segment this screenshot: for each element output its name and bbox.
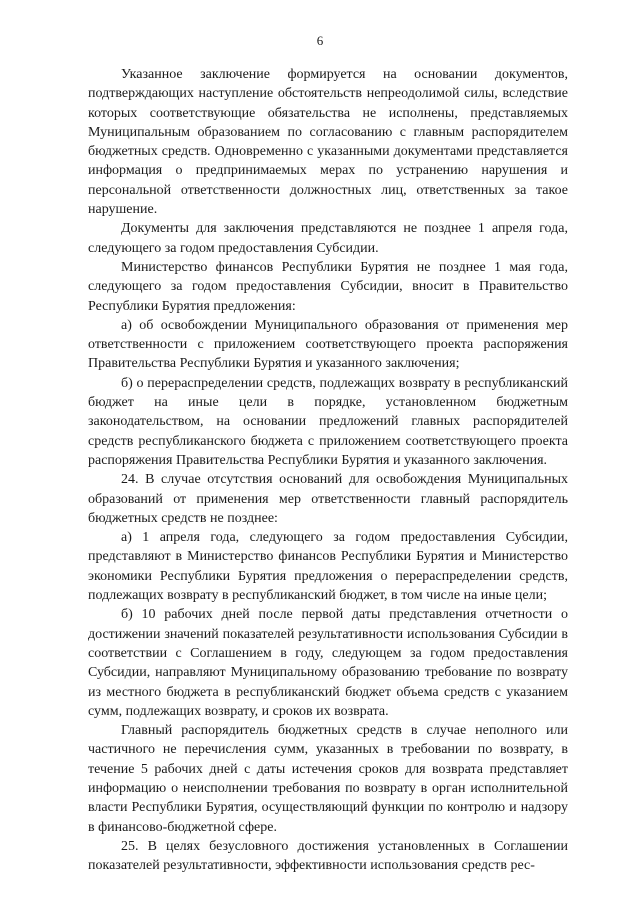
paragraph-conclusion-basis: Указанное заключение формируется на основании документов, подтверждающих наступление обстоятельств непреодолимой силы, вследствие которых соответствующие обязательства не исполнены, представляемых Муниципальным образованием по согласованию с главным распорядителем бюджетных средств. Одновременно с указанными документами представляется информация о предпринимаемых мерах по устранению нарушения и персональной ответственности должностных лиц, ответственных за такое нарушение. — [88, 67, 568, 218]
paragraph-documents-deadline: Документы для заключения представляются не позднее 1 апреля года, следующего за годом предоставления Субсидии. — [88, 221, 568, 256]
page-number: 6 — [316, 33, 324, 48]
paragraph-item-b-redistribution: б) о перераспределении средств, подлежащих возврату в республиканский бюджет на иные цели в порядке, установленном бюджетным законодательством, на основании предложений главных распорядителей средств республиканского бюджета с приложением соответствующего проекта распоряжения Правительства Республики Бурятия и указанного заключения. — [88, 375, 568, 468]
paragraph-clause-24-item-b: б) 10 рабочих дней после первой даты представления отчетности о достижении значений показателей результативности использования Субсидии в соответствии с Соглашением в году, следующем за годом предоставления Субсидии, направляют Муниципальному образованию требование по возврату из местного бюджета в республиканский бюджет объема средств с указанием сумм, подлежащих возврату, и сроков их возврата. — [88, 607, 568, 719]
paragraph-ministry-proposals: Министерство финансов Республики Бурятия не позднее 1 мая года, следующего за годом предоставления Субсидии, вносит в Правительство Республики Бурятия предложения: — [88, 259, 568, 314]
paragraph-item-a-exemption: а) об освобождении Муниципального образования от применения мер ответственности с приложением соответствующего проекта распоряжения Правительства Республики Бурятия и указанного заключения; — [88, 317, 568, 372]
paragraph-clause-24-item-a: а) 1 апреля года, следующего за годом предоставления Субсидии, представляют в Министерство финансов Республики Бурятия и Министерство экономики Республики Бурятия предложения о перераспределении средств, подлежащих возврату в республиканский бюджет, в том числе на иные цели; — [88, 530, 568, 604]
document-body — [88, 65, 568, 875]
paragraph-main-administrator: Главный распорядитель бюджетных средств в случае неполного или частичного не перечисления сумм, указанных в требовании по возврату, в течение 5 рабочих дней с даты истечения сроков для возврата представляет информацию о неисполнении требования по возврату в орган исполнительной власти Республики Бурятия, осуществляющий функции по контролю и надзору в финансово-бюджетной сфере. — [88, 723, 568, 835]
paragraph-clause-25: 25. В целях безусловного достижения установленных в Соглашении показателей результативности, эффективности использования средств рес- — [88, 838, 568, 874]
paragraph-clause-24: 24. В случае отсутствия оснований для освобождения Муниципальных образований от применения мер ответственности главный распорядитель бюджетных средств не позднее: — [88, 472, 568, 526]
